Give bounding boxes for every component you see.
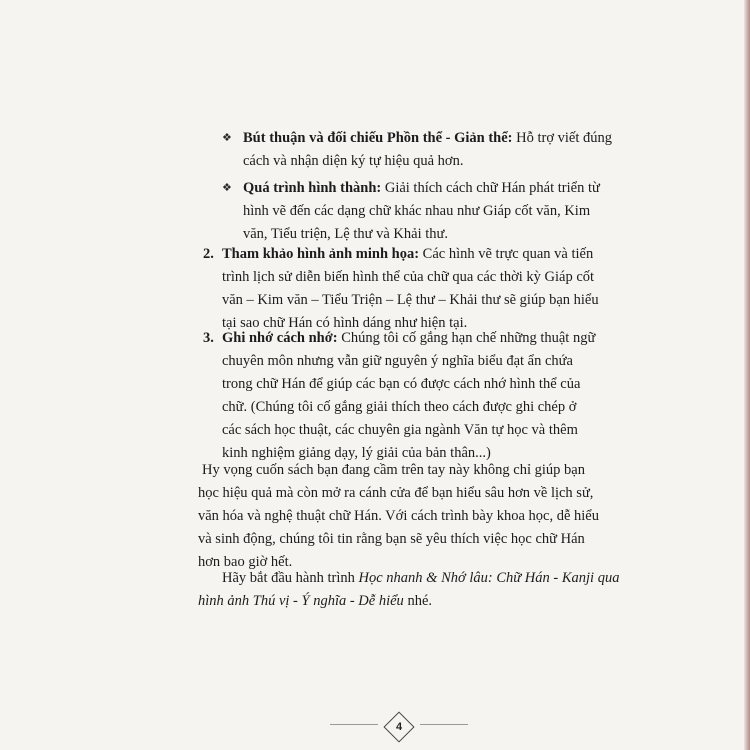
page-edge <box>744 0 750 750</box>
item-2-line2: trình lịch sử diễn biến hình thể của chữ qua các thời kỳ Giáp cốt <box>222 269 595 285</box>
item-number: 2. <box>203 246 214 262</box>
numbered-item-3 <box>222 327 595 465</box>
book-title-part2: hình ảnh Thú vị - Ý nghĩa - Dễ hiểu <box>198 593 404 609</box>
bullet-1-line2: cách và nhận diện ký tự hiệu quả hơn. <box>243 153 464 169</box>
bullet-1-line1: Hỗ trợ viết đúng <box>512 130 613 146</box>
book-title-part1: Học nhanh & Nhớ lâu: Chữ Hán - Kanji qua <box>358 570 620 586</box>
diamond-bullet-icon: ❖ <box>222 182 232 194</box>
bullet-1-lead: Bút thuận và đối chiếu Phồn thể - Giản thể: <box>243 130 513 146</box>
bullet-2-lead: Quá trình hình thành: <box>243 180 382 196</box>
item-2-line3: văn – Kim văn – Tiểu Triện – Lệ thư – Khải thư sẽ giúp bạn hiểu <box>222 292 599 308</box>
paragraph-2-end: nhé. <box>403 593 432 609</box>
paragraph-2-plain: Hãy bắt đầu hành trình <box>222 570 359 586</box>
paragraph-1-line5: hơn bao giờ hết. <box>198 554 293 570</box>
item-2-line1: Các hình vẽ trực quan và tiến <box>419 246 594 262</box>
item-3-line1: Chúng tôi cố gắng hạn chế những thuật ngữ <box>337 330 596 346</box>
bullet-2-line2: hình vẽ đến các dạng chữ khác nhau như Giáp cốt văn, Kim <box>243 203 591 219</box>
item-3-line4: chữ. (Chúng tôi cố gắng giải thích theo cách được ghi chép ở <box>222 399 577 415</box>
item-3-line5: các sách học thuật, các chuyên gia ngành Văn tự học và thêm <box>222 422 578 438</box>
closing-paragraph <box>198 459 599 574</box>
diamond-bullet-icon: ❖ <box>222 132 232 144</box>
paragraph-1-line3: văn hóa và nghệ thuật chữ Hán. Với cách trình bày khoa học, dễ hiểu <box>198 508 599 524</box>
item-3-line6: kinh nghiệm giảng dạy, lý giải của bản thân...) <box>222 445 491 461</box>
ornament-left-line <box>330 724 378 725</box>
item-2-lead: Tham khảo hình ảnh minh họa: <box>222 246 420 262</box>
bullet-1 <box>243 127 612 173</box>
bullet-2-line3: văn, Tiểu triện, Lệ thư và Khải thư. <box>243 226 448 242</box>
bullet-2 <box>243 177 600 246</box>
invitation-paragraph <box>198 567 620 613</box>
bullet-2-line1: Giải thích cách chữ Hán phát triển từ <box>381 180 600 196</box>
item-3-line3: trong chữ Hán để giúp các bạn có được cách nhớ hình thể của <box>222 376 581 392</box>
item-number: 3. <box>203 330 214 346</box>
paragraph-1-line1: Hy vọng cuốn sách bạn đang cầm trên tay này không chỉ giúp bạn <box>202 462 585 478</box>
item-2-line4: tại sao chữ Hán có hình dáng như hiện tại. <box>222 315 468 331</box>
ornament-right-line <box>420 724 468 725</box>
item-3-lead: Ghi nhớ cách nhớ: <box>222 330 338 346</box>
item-3-line2: chuyên môn nhưng vẫn giữ nguyên ý nghĩa biểu đạt ẩn chứa <box>222 353 573 369</box>
page-number: 4 <box>395 721 403 733</box>
paragraph-1-line2: học hiệu quả mà còn mở ra cánh cửa để bạn hiểu sâu hơn về lịch sử, <box>198 485 594 501</box>
numbered-item-2 <box>222 243 599 335</box>
paragraph-1-line4: và sinh động, chúng tôi tin rằng bạn sẽ yêu thích việc học chữ Hán <box>198 531 585 547</box>
